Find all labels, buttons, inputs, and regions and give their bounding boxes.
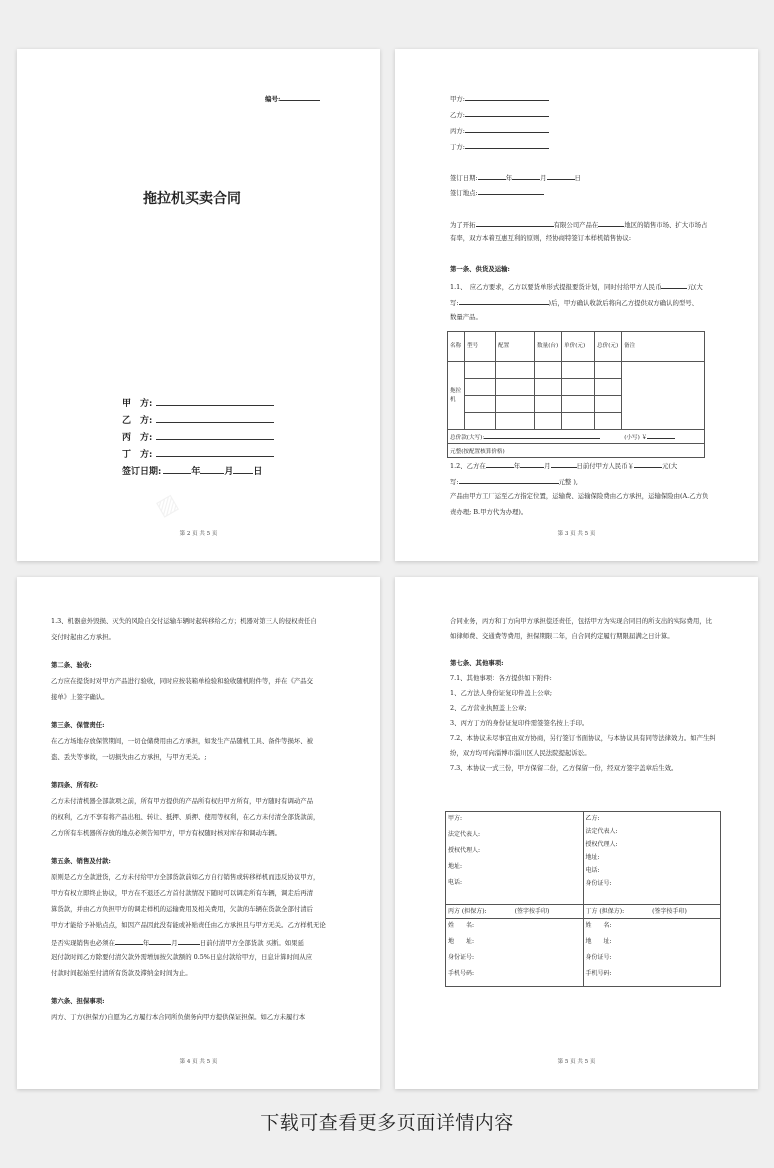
section-1-title: 第一条、供货及运输: xyxy=(450,265,510,273)
guarantor-c-cell xyxy=(446,919,584,987)
table-cell xyxy=(535,379,562,396)
line-text: 第五条、销售及付款: xyxy=(51,857,111,865)
day-label: 日 xyxy=(574,174,581,182)
guar-line: 身份证号: xyxy=(448,954,475,961)
party-c-label: 丙 方: xyxy=(122,433,153,443)
line-text: 接单》上签字确认。 xyxy=(51,693,109,701)
party-label: 乙方: xyxy=(450,111,465,119)
guar-line: 手机号码: xyxy=(448,970,475,977)
body-line xyxy=(450,674,722,689)
total-small-blank xyxy=(647,431,675,439)
table-cell xyxy=(562,362,595,379)
party-label: 丁方: xyxy=(450,143,465,151)
col-header-config: 配置 xyxy=(496,332,535,362)
line-text: 是否实现销售也必须在 xyxy=(51,939,115,947)
region-blank xyxy=(598,219,624,227)
sig-line: 电话: xyxy=(585,867,600,874)
line-text: 日前付清甲方全部货款 买断。如果延 xyxy=(199,939,304,947)
body-line xyxy=(450,632,722,647)
clause-text: 元(大 xyxy=(687,283,703,291)
table-cell xyxy=(595,413,622,430)
body-line xyxy=(51,617,346,633)
party-a-label: 甲 方: xyxy=(122,399,153,409)
guar-line: 手机号码: xyxy=(585,970,612,977)
sig-line: 地址: xyxy=(448,863,463,870)
download-caption[interactable]: 下载可查看更多页面详情内容 xyxy=(260,1112,514,1134)
line-text: 算货款，并由乙方负担甲方的调走样机的运输费用及相关费用，欠款的车辆在货款全部付清后 xyxy=(51,905,314,913)
watermark: ▨ xyxy=(151,489,183,522)
clause-1-1-line-1 xyxy=(450,281,703,293)
body-line xyxy=(51,889,346,905)
clause-text: 1.2、乙方在 xyxy=(450,462,486,470)
party-d-field xyxy=(122,448,274,463)
intro-text: 有限公司产品在 xyxy=(553,221,599,229)
contract-number xyxy=(265,93,320,104)
page-footer: 第 2 页 共 5 页 xyxy=(179,531,218,538)
col-header-remark: 备注 xyxy=(622,332,705,362)
contract-number-label: 编号: xyxy=(265,95,281,103)
company-blank xyxy=(476,219,554,227)
line-text: 盗、丢失等事故，一切损失由乙方承担，与甲方无关。; xyxy=(51,753,207,761)
party-a-blank xyxy=(156,397,274,406)
clause-1-2-line-4: 责办理; B.甲方代为办理)。 xyxy=(450,508,528,516)
body-line xyxy=(51,937,346,953)
document-page-5 xyxy=(395,577,758,1089)
year-blank xyxy=(115,937,143,945)
day-label: 日 xyxy=(253,467,263,477)
table-cell xyxy=(496,379,535,396)
total-small-label: (小写) ￥ xyxy=(624,434,648,441)
guar-line: 地 址: xyxy=(448,938,475,945)
line-text: 第四条、所有权: xyxy=(51,781,99,789)
line-text: 月 xyxy=(171,939,178,947)
product-table xyxy=(447,331,705,458)
clause-text: 年 xyxy=(513,462,521,470)
body-line xyxy=(450,734,722,749)
line-text: 7.1、其他事项：各方提供如下附件: xyxy=(450,674,552,682)
sig-line: 法定代表人: xyxy=(585,828,618,835)
party-b-line xyxy=(450,109,549,121)
party-d-blank xyxy=(156,448,274,457)
clause-1-1-line-3: 数量产品。 xyxy=(450,313,482,321)
party-c-field xyxy=(122,431,274,446)
contract-number-blank xyxy=(280,93,320,101)
year-label: 年 xyxy=(505,174,513,182)
line-text: 乙方应在提货时对甲方产品进行验收，同时应按装箱单检验和验收随机附件等，并在《产品交 xyxy=(51,677,314,685)
line-text: 第六条、担保事项: xyxy=(51,997,105,1005)
line-text: 乙方所有车机器所存放的地点必须告知甲方，甲方有权随时核对库存和调动车辆。 xyxy=(51,829,282,837)
party-blank xyxy=(465,93,549,101)
body-line xyxy=(51,829,346,845)
body-line xyxy=(450,689,722,704)
party-label: 甲方: xyxy=(450,95,465,103)
amount-blank xyxy=(661,281,687,289)
clause-text: 元整 ), xyxy=(558,478,578,486)
clause-text: )后，甲方确认收款后将向乙方提供双方确认的型号、 xyxy=(548,299,699,307)
intro-line-2: 有率，双方本着互惠互利的原则，经协商特签订本样机销售协议: xyxy=(450,234,632,242)
sign-place-label: 签订地点: xyxy=(450,189,478,197)
party-c-blank xyxy=(156,431,274,440)
sign-place-blank xyxy=(478,187,544,195)
year-blank xyxy=(163,465,191,474)
line-text: 年 xyxy=(142,939,150,947)
body-line xyxy=(51,737,346,753)
table-cell xyxy=(496,362,535,379)
party-b-signature-cell xyxy=(583,812,721,905)
guar-line: 身份证号: xyxy=(585,954,612,961)
clause-text: 日前付甲方人民币￥ xyxy=(576,462,635,470)
sign-date-field xyxy=(122,465,262,480)
sig-line: 法定代表人: xyxy=(448,831,481,838)
col-header-name: 名称 xyxy=(448,332,465,362)
sig-line: 授权代理人: xyxy=(448,847,481,854)
month-label: 月 xyxy=(540,174,547,182)
year-blank xyxy=(486,460,514,468)
body-line xyxy=(51,905,346,921)
body-line xyxy=(51,677,346,693)
table-cell xyxy=(496,396,535,413)
month-blank xyxy=(520,460,544,468)
body-line xyxy=(450,617,722,632)
body-line xyxy=(51,797,346,813)
sign-place-line xyxy=(450,187,544,199)
price-note: 元整(按配置核算价格) xyxy=(450,448,505,455)
table-cell xyxy=(465,396,496,413)
body-line xyxy=(450,764,722,779)
party-blank xyxy=(465,125,549,133)
total-words-blank xyxy=(484,431,600,439)
line-text: 付款时间起始至付清所有货款及滞纳金时间为止。 xyxy=(51,969,192,977)
table-cell xyxy=(535,413,562,430)
clause-text: 元(大 xyxy=(662,462,678,470)
day-blank xyxy=(551,460,577,468)
line-text: 交付时起由乙方承担。 xyxy=(51,633,115,641)
sig-line: 地址: xyxy=(585,854,600,861)
clause-text: 写: xyxy=(450,478,459,486)
party-a-field xyxy=(122,397,274,412)
body-line xyxy=(450,749,722,764)
line-text: 原则是乙方全款进货，乙方未付给甲方全部货款前如乙方自行销售或转移样机而违反协议甲方， xyxy=(51,873,320,881)
table-cell xyxy=(595,396,622,413)
line-text: 2、乙方营业执照盖上公章; xyxy=(450,704,527,712)
section-title xyxy=(51,781,346,797)
section-title xyxy=(51,997,346,1013)
amount-blank xyxy=(634,460,662,468)
party-blank xyxy=(465,109,549,117)
guar-line: 姓 名: xyxy=(585,922,612,929)
body-line xyxy=(51,921,346,937)
sig-line: 授权代理人: xyxy=(585,841,618,848)
party-b-label: 乙 方: xyxy=(122,416,153,426)
guar-line: 地 址: xyxy=(585,938,612,945)
sig-line: 身份证号: xyxy=(585,880,612,887)
line-text: 如律师费、交通费等费用，担保期限二年，自合同约定履行期限届满之日计算。 xyxy=(450,632,674,640)
party-label: 丙方: xyxy=(450,127,465,135)
line-text: 1、乙方法人身份证复印件盖上公章; xyxy=(450,689,553,697)
line-text: 的权利，乙方不享有将产品出租、转让、抵押、质押、使用等权利，在乙方未付清全部货款前， xyxy=(51,813,320,821)
section-title xyxy=(51,721,346,737)
party-b-field xyxy=(122,414,274,429)
col-header-qty: 数量(台) xyxy=(535,332,562,362)
guarantor-label: 丁方 (担保方): xyxy=(585,907,625,915)
clause-text: 月 xyxy=(544,462,551,470)
body-line xyxy=(51,969,346,985)
sig-line: 甲方: xyxy=(448,815,463,822)
line-text: 在乙方场地存放保管期间，一切仓储费用由乙方承担，如发生产品随机工具、备件等损坏、被 xyxy=(51,737,314,745)
guarantor-label: 丙方 (担保方): xyxy=(448,907,487,915)
clause-1-2-line-1 xyxy=(450,460,677,472)
table-cell xyxy=(562,379,595,396)
line-text: 甲方有权立即终止协议，甲方在不退还乙方首付款情况下随时可以调走所有车辆，调走后再清 xyxy=(51,889,314,897)
body-line xyxy=(51,813,346,829)
guarantor-d-header xyxy=(583,905,721,919)
party-c-line xyxy=(450,125,549,137)
page-footer: 第 5 页 共 5 页 xyxy=(557,1059,596,1066)
line-text: 7.3、本协议一式三份，甲方保留二份，乙方保留一份，经双方签字盖章后生效。 xyxy=(450,764,678,772)
guarantor-c-header xyxy=(446,905,584,919)
col-header-model: 型号 xyxy=(465,332,496,362)
page-footer: 第 3 页 共 5 页 xyxy=(557,531,596,538)
clause-1-1-line-2 xyxy=(450,297,698,309)
year-blank xyxy=(478,172,506,180)
sign-note: (签字按手印) xyxy=(514,907,550,915)
party-a-line xyxy=(450,93,549,105)
table-cell xyxy=(595,379,622,396)
table-cell xyxy=(535,396,562,413)
table-cell xyxy=(535,362,562,379)
month-blank xyxy=(200,465,224,474)
month-label: 月 xyxy=(224,467,234,477)
contract-title: 拖拉机买卖合同 xyxy=(143,191,241,207)
section-title xyxy=(51,661,346,677)
line-text: 迟付款时间乙方除要付清欠款外需增加按欠款额的 0.5%日息付款给甲方，日息计算时间从应 xyxy=(51,953,313,961)
guarantor-d-cell xyxy=(583,919,721,987)
amount-words-blank xyxy=(459,476,559,484)
line-text: 甲方才能给予补贴点点，如因产品因此没有能或补贴责任由乙方承担且与甲方无关。乙方样机无论 xyxy=(51,921,326,929)
clause-text: 1.1、 应乙方要求，乙方以要货单形式提报要货计划，同时付给甲方人民币 xyxy=(450,283,662,291)
clause-text: 写: xyxy=(450,299,459,307)
table-cell xyxy=(465,379,496,396)
table-cell xyxy=(562,396,595,413)
party-a-signature-cell xyxy=(446,812,584,905)
sign-note: (签字按手印) xyxy=(652,907,687,915)
day-blank xyxy=(547,172,575,180)
page-5-body xyxy=(450,617,722,779)
body-line xyxy=(51,873,346,889)
party-d-line xyxy=(450,141,549,153)
sig-line: 乙方: xyxy=(585,815,600,822)
clause-1-2-line-3: 产品由甲方工厂运至乙方指定位置，运输费、运输保险费由乙方承担，运输保险由(A.乙方负 xyxy=(450,492,709,500)
section-title xyxy=(51,857,346,873)
line-text: 合同业务，丙方和丁方向甲方承担偿还责任，包括甲方为实现合同目的所支出的实际费用，比 xyxy=(450,617,713,625)
intro-line-1 xyxy=(450,219,707,231)
body-line xyxy=(450,719,722,734)
document-page-3 xyxy=(395,49,758,561)
line-text: 第三条、保管责任: xyxy=(51,721,105,729)
body-line xyxy=(51,693,346,709)
party-d-label: 丁 方: xyxy=(122,450,153,460)
document-page-4 xyxy=(17,577,380,1089)
line-text: 第七条、其他事项: xyxy=(450,659,504,667)
line-text: 7.2、本协议未尽事宜由双方协商，另行签订书面协议，与本协议具有同等法律效力。如产生纠 xyxy=(450,734,716,742)
body-line xyxy=(450,704,722,719)
line-text: 3、丙方丁方的身份证复印件需签签名按上手印。 xyxy=(450,719,589,727)
col-header-unit-price: 单价(元) xyxy=(562,332,595,362)
sign-date-line xyxy=(450,172,581,184)
month-blank xyxy=(512,172,540,180)
sign-date-label: 签订日期: xyxy=(122,467,162,477)
body-line xyxy=(51,633,346,649)
price-note-row xyxy=(448,444,705,458)
col-header-total: 总价(元) xyxy=(595,332,622,362)
total-label: 总价款(大写): xyxy=(450,434,485,441)
line-text: 丙方、丁方(担保方)自愿为乙方履行本合同所负债务向甲方提供保证担保。如乙方未履行本 xyxy=(51,1013,306,1021)
day-blank xyxy=(178,937,200,945)
sign-date-label: 签订日期: xyxy=(450,174,478,182)
body-line xyxy=(51,953,346,969)
table-cell xyxy=(496,413,535,430)
line-text: 第二条、验收: xyxy=(51,661,92,669)
month-blank xyxy=(149,937,171,945)
body-line xyxy=(51,1013,346,1029)
row-label-tractor: 拖拉机 xyxy=(448,362,465,430)
total-price-row xyxy=(448,430,705,444)
page-4-body xyxy=(51,617,346,1029)
party-blank xyxy=(465,141,549,149)
sig-line: 电话: xyxy=(448,879,463,886)
table-cell xyxy=(465,362,496,379)
line-text: 乙方未付清机器全部款项之前，所有甲方提供的产品所有权归甲方所有，甲方随时有调动产品 xyxy=(51,797,314,805)
document-page-2 xyxy=(17,49,380,561)
intro-text: 为了开拓 xyxy=(450,221,476,229)
signature-table xyxy=(445,811,721,987)
section-title xyxy=(450,659,722,674)
table-cell xyxy=(465,413,496,430)
guar-line: 姓 名: xyxy=(448,922,475,929)
table-cell xyxy=(595,362,622,379)
table-cell xyxy=(562,413,595,430)
amount-words-blank xyxy=(459,297,549,305)
body-line xyxy=(51,753,346,769)
day-blank xyxy=(233,465,253,474)
party-b-blank xyxy=(156,414,274,423)
intro-text: 地区的销售市场、扩大市场占 xyxy=(624,221,708,229)
year-label: 年 xyxy=(191,467,201,477)
page-footer: 第 4 页 共 5 页 xyxy=(179,1059,218,1066)
line-text: 1.3、机器意外毁损、灭失的风险自交付运输车辆时起转移给乙方；机器对第三人的侵权责任自 xyxy=(51,617,317,625)
line-text: 纷，双方均可向淄博市淄川区人民法院提起诉讼。 xyxy=(450,749,591,757)
clause-1-2-line-2 xyxy=(450,476,578,488)
table-cell xyxy=(622,362,705,430)
